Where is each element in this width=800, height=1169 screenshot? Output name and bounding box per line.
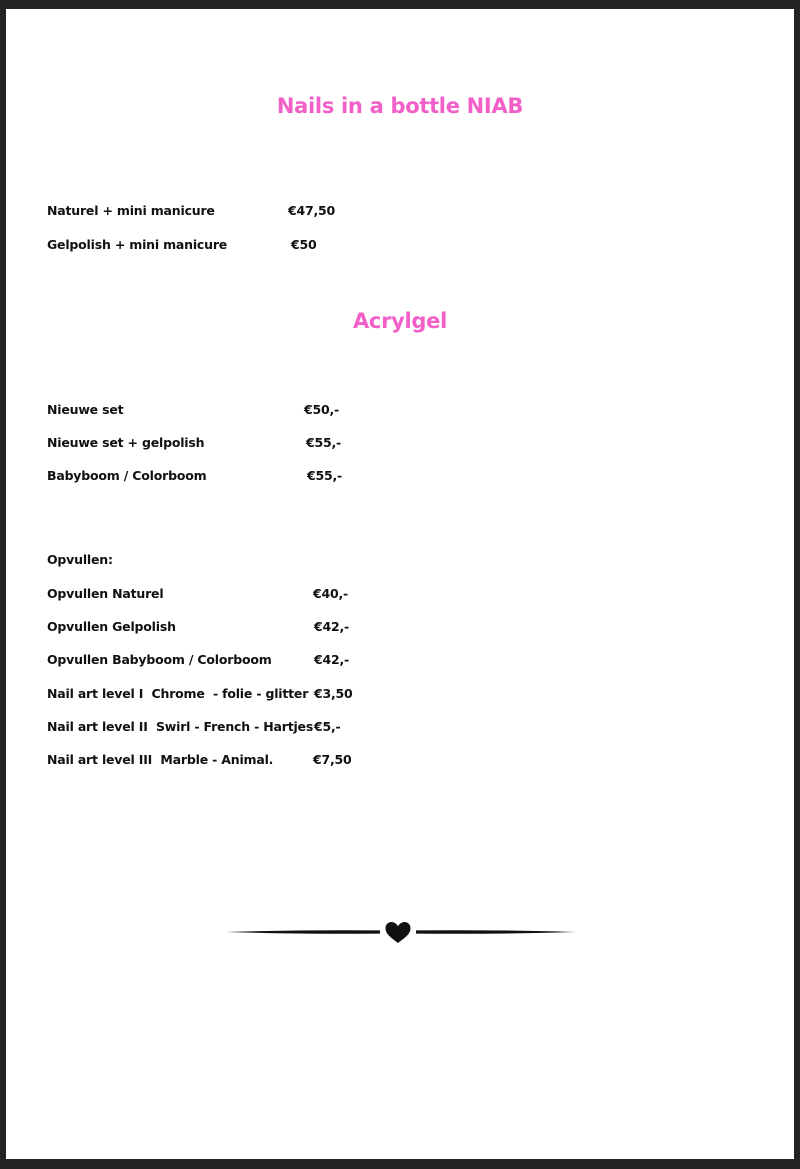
service-label: Opvullen Babyboom / Colorboom [47,652,272,667]
list-item [0,237,800,255]
list-item [0,402,800,420]
service-price: €5,- [314,719,341,734]
service-price: €55,- [307,468,343,483]
service-price: €47,50 [288,203,336,218]
list-item [0,586,800,604]
service-price: €50 [291,237,317,252]
list-item [0,619,800,637]
list-item [0,203,800,221]
acrylgel-heading: Acrylgel [352,309,448,333]
divider-line-right [416,930,576,934]
service-label: Nail art level I Chrome - folie - glitter [47,686,309,701]
service-price: €7,50 [313,752,352,767]
opvullen-heading [0,552,800,570]
list-item [0,686,800,704]
divider-line-left [226,930,380,934]
service-label: Opvullen Gelpolish [47,619,176,634]
service-price: €42,- [314,619,350,634]
list-item [0,468,800,486]
price-list-page [6,9,794,1159]
heart-icon [386,922,411,943]
niab-heading: Nails in a bottle NIAB [276,94,524,118]
list-item [0,752,800,770]
service-label: Gelpolish + mini manicure [47,237,228,252]
service-label: Nail art level II Swirl - French - Hartjes [47,719,314,734]
section-label: Opvullen: [47,552,113,567]
service-label: Nieuwe set [47,402,124,417]
service-label: Naturel + mini manicure [47,203,215,218]
service-price: €55,- [306,435,342,450]
list-item [0,435,800,453]
service-label: Babyboom / Colorboom [47,468,207,483]
service-price: €50,- [304,402,340,417]
list-item [0,719,800,737]
heart-divider [0,910,800,954]
service-label: Nail art level III Marble - Animal. [47,752,274,767]
service-price: €3,50 [314,686,353,701]
service-price: €40,- [313,586,349,601]
service-label: Nieuwe set + gelpolish [47,435,205,450]
service-price: €42,- [314,652,350,667]
list-item [0,652,800,670]
service-label: Opvullen Naturel [47,586,164,601]
